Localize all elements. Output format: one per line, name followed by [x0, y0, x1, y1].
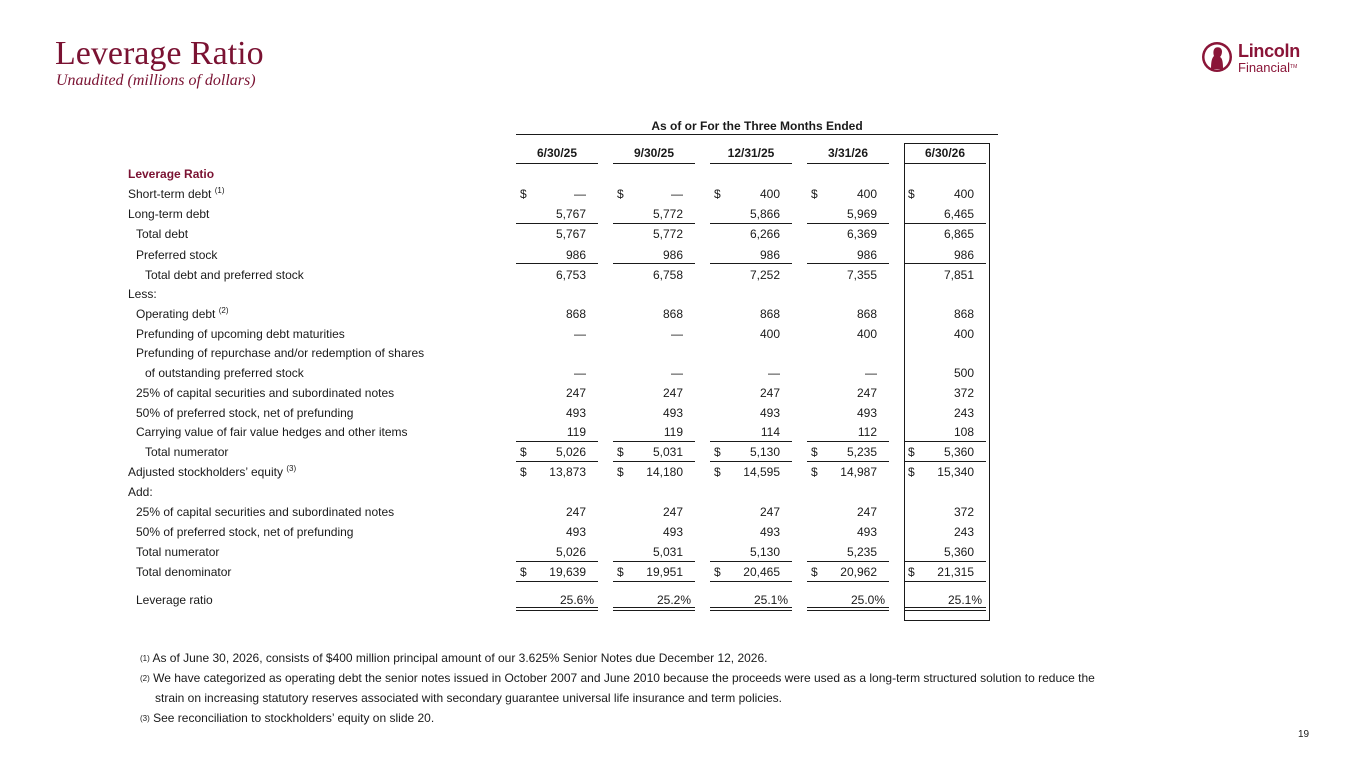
row-label-text: Add:	[128, 485, 153, 499]
dollar-sign: $	[908, 187, 915, 201]
table-cell: 5,031	[652, 445, 683, 459]
table-cell: 21,315	[937, 565, 974, 579]
column-header-rule	[710, 163, 792, 164]
table-row	[0, 406, 1365, 421]
column-header: 9/30/25	[633, 146, 675, 160]
row-label	[136, 525, 353, 540]
table-cell: —	[574, 327, 586, 341]
table-row	[0, 307, 1365, 322]
table-cell: 493	[856, 525, 877, 539]
table-cell: 114	[760, 425, 780, 439]
footnote-text: We have categorized as operating debt the senior notes issued in October 2007 and June 2010 because the proceeds were used as a long-term structured solution to reduce the	[153, 671, 1095, 685]
row-label-text: Adjusted stockholders’ equity	[128, 465, 283, 479]
table-cell: 372	[953, 505, 974, 519]
dollar-sign: $	[617, 565, 624, 579]
row-label-text: 50% of preferred stock, net of prefunding	[136, 525, 354, 539]
double-rule	[516, 607, 598, 611]
table-cell: 19,639	[549, 565, 586, 579]
footnote-text: As of June 30, 2026, consists of $400 million principal amount of our 3.625% Senior Notes due December 12, 2026.	[152, 651, 768, 665]
table-cell: 247	[565, 386, 586, 400]
table-row	[0, 425, 1365, 440]
page-title: Leverage Ratio	[55, 35, 264, 72]
table-cell: 25.1%	[753, 593, 788, 607]
table-cell: 25.0%	[850, 593, 885, 607]
logo-wordmark-financial: Financial	[1238, 60, 1291, 75]
table-cell: —	[768, 366, 780, 380]
row-label-text: 25% of capital securities and subordinated notes	[136, 386, 395, 400]
cell-rule	[904, 441, 986, 442]
dollar-sign: $	[908, 565, 915, 579]
row-label	[136, 227, 188, 242]
row-label	[136, 593, 213, 608]
table-row	[0, 187, 1365, 202]
table-group-header: As of or For the Three Months Ended	[651, 119, 863, 133]
cell-rule	[613, 263, 695, 264]
cell-rule	[904, 461, 986, 462]
table-cell: 7,355	[846, 268, 877, 282]
cell-rule	[710, 561, 792, 562]
cell-rule	[710, 223, 792, 224]
footnote-text: See reconciliation to stockholders’ equity on slide 20.	[153, 711, 435, 725]
column-header-rule	[613, 163, 695, 164]
cell-rule	[807, 263, 889, 264]
footnote-ref: (1)	[214, 186, 225, 195]
row-label	[136, 327, 345, 342]
dollar-sign: $	[811, 445, 818, 459]
table-cell: 6,369	[846, 227, 877, 241]
table-cell: —	[671, 187, 683, 201]
table-cell: 119	[566, 425, 586, 439]
row-label	[136, 386, 394, 401]
row-label-text: Prefunding of repurchase and/or redemption of shares	[136, 346, 425, 360]
cell-rule	[710, 581, 792, 582]
dollar-sign: $	[617, 465, 624, 479]
row-label	[128, 187, 225, 202]
group-header-rule	[516, 134, 998, 135]
cell-rule	[904, 263, 986, 264]
row-label-text: Carrying value of fair value hedges and other items	[136, 425, 408, 439]
table-cell: 493	[565, 406, 586, 420]
table-cell: 5,026	[555, 545, 586, 559]
dollar-sign: $	[908, 445, 915, 459]
double-rule	[710, 607, 792, 611]
table-cell: 493	[759, 525, 780, 539]
dollar-sign: $	[617, 187, 624, 201]
cell-rule	[613, 461, 695, 462]
table-cell: 5,235	[846, 445, 877, 459]
cell-rule	[904, 223, 986, 224]
cell-rule	[613, 561, 695, 562]
row-label	[145, 366, 304, 381]
row-label	[136, 248, 217, 263]
cell-rule	[516, 441, 598, 442]
table-cell: 13,873	[549, 465, 586, 479]
cell-rule	[613, 581, 695, 582]
row-label-text: Total debt and preferred stock	[145, 268, 304, 282]
cell-rule	[516, 223, 598, 224]
table-cell: 400	[856, 327, 877, 341]
table-cell: 247	[856, 386, 877, 400]
table-cell: 112	[857, 425, 877, 439]
row-label-text: Prefunding of upcoming debt maturities	[136, 327, 345, 341]
table-row	[0, 207, 1365, 222]
table-cell: 868	[953, 307, 974, 321]
table-cell: 6,266	[749, 227, 780, 241]
cell-rule	[807, 581, 889, 582]
column-header: 6/30/26	[924, 146, 966, 160]
column-header: 3/31/26	[827, 146, 869, 160]
table-cell: 247	[759, 386, 780, 400]
table-cell: —	[574, 366, 586, 380]
cell-rule	[807, 561, 889, 562]
footnote-line	[140, 711, 434, 726]
table-cell: 400	[759, 187, 780, 201]
table-cell: 247	[856, 505, 877, 519]
column-header-rule	[904, 163, 986, 164]
row-label-text: 50% of preferred stock, net of prefunding	[136, 406, 354, 420]
row-label	[136, 565, 231, 580]
cell-rule	[516, 263, 598, 264]
row-label-text: 25% of capital securities and subordinated notes	[136, 505, 395, 519]
table-row	[0, 327, 1365, 342]
table-cell: 868	[759, 307, 780, 321]
footnote-ref: (2)	[218, 306, 229, 315]
table-cell: 493	[662, 525, 683, 539]
table-row	[0, 268, 1365, 283]
dollar-sign: $	[811, 187, 818, 201]
footnote-line	[140, 651, 768, 666]
table-cell: 400	[953, 187, 974, 201]
footnote-line	[140, 671, 1095, 686]
dollar-sign: $	[908, 465, 915, 479]
dollar-sign: $	[811, 465, 818, 479]
table-cell: 25.6%	[559, 593, 594, 607]
row-label-text: Long-term debt	[128, 207, 210, 221]
table-cell: 5,130	[749, 545, 780, 559]
dollar-sign: $	[714, 465, 721, 479]
footnote-number: (1)	[140, 654, 150, 663]
table-cell: 493	[565, 525, 586, 539]
table-cell: 5,130	[749, 445, 780, 459]
table-cell: 19,951	[646, 565, 683, 579]
cell-rule	[710, 263, 792, 264]
table-row	[0, 593, 1365, 608]
table-cell: —	[574, 187, 586, 201]
column-header-rule	[516, 163, 598, 164]
row-label-text: Total numerator	[145, 445, 229, 459]
double-rule	[904, 607, 986, 611]
table-cell: 986	[662, 248, 683, 262]
dollar-sign: $	[520, 445, 527, 459]
table-cell: 5,969	[846, 207, 877, 221]
table-cell: 243	[953, 406, 974, 420]
table-row	[0, 465, 1365, 480]
row-label	[145, 268, 304, 283]
table-cell: 400	[953, 327, 974, 341]
table-row	[0, 386, 1365, 401]
row-label	[136, 346, 424, 361]
column-header: 6/30/25	[536, 146, 578, 160]
cell-rule	[904, 581, 986, 582]
table-cell: 14,180	[646, 465, 683, 479]
table-cell: 6,865	[943, 227, 974, 241]
table-cell: 5,767	[555, 227, 586, 241]
table-cell: 5,360	[943, 445, 974, 459]
table-cell: —	[671, 366, 683, 380]
table-cell: —	[865, 366, 877, 380]
footnote-line	[155, 691, 782, 706]
table-cell: 400	[759, 327, 780, 341]
table-cell: 868	[565, 307, 586, 321]
row-label-text: Short-term debt	[128, 187, 212, 201]
table-cell: 25.2%	[656, 593, 691, 607]
dollar-sign: $	[520, 565, 527, 579]
table-cell: 5,031	[652, 545, 683, 559]
footnote-number: (3)	[140, 714, 150, 723]
page-subtitle: Unaudited (millions of dollars)	[56, 72, 256, 89]
table-cell: 5,767	[555, 207, 586, 221]
table-cell: 868	[856, 307, 877, 321]
table-cell: 6,465	[943, 207, 974, 221]
table-cell: 247	[662, 505, 683, 519]
row-label-text: Leverage ratio	[136, 593, 213, 607]
footnote-text: strain on increasing statutory reserves associated with secondary guarantee universal life insurance and term policies.	[155, 691, 782, 705]
table-cell: 119	[663, 425, 683, 439]
table-cell: 6,753	[555, 268, 586, 282]
row-label-text: Preferred stock	[136, 248, 218, 262]
table-cell: 5,235	[846, 545, 877, 559]
table-row	[0, 525, 1365, 540]
table-row	[0, 485, 1365, 500]
table-cell: 372	[953, 386, 974, 400]
table-row	[0, 346, 1365, 361]
logo-wordmark-line1: Lincoln	[1238, 41, 1300, 61]
table-cell: 986	[856, 248, 877, 262]
table-cell: 20,962	[840, 565, 877, 579]
dollar-sign: $	[714, 187, 721, 201]
double-rule	[613, 607, 695, 611]
cell-rule	[516, 561, 598, 562]
cell-rule	[613, 441, 695, 442]
table-row	[0, 445, 1365, 460]
table-cell: 247	[662, 386, 683, 400]
table-cell: 25.1%	[947, 593, 982, 607]
dollar-sign: $	[811, 565, 818, 579]
table-cell: 108	[953, 425, 974, 439]
cell-rule	[904, 561, 986, 562]
dollar-sign: $	[617, 445, 624, 459]
table-cell: 15,340	[937, 465, 974, 479]
table-row	[0, 248, 1365, 263]
cell-rule	[807, 441, 889, 442]
column-header-rule	[807, 163, 889, 164]
table-row	[0, 366, 1365, 381]
row-label-text: Total numerator	[136, 545, 220, 559]
table-cell: 500	[953, 366, 974, 380]
table-cell: 400	[856, 187, 877, 201]
dollar-sign: $	[520, 465, 527, 479]
logo-trademark: TM	[1290, 64, 1298, 70]
double-rule	[807, 607, 889, 611]
footnote-ref: (3)	[286, 464, 297, 473]
row-label-text: Operating debt	[136, 307, 216, 321]
table-cell: 5,772	[652, 207, 683, 221]
cell-rule	[807, 461, 889, 462]
table-cell: 5,866	[749, 207, 780, 221]
section-title-row	[0, 167, 1365, 182]
row-label	[136, 406, 353, 421]
row-label-text: Total debt	[136, 227, 189, 241]
page-number: 19	[1298, 729, 1310, 740]
cell-rule	[710, 441, 792, 442]
table-cell: 493	[759, 406, 780, 420]
table-cell: 986	[953, 248, 974, 262]
table-cell: 6,758	[652, 268, 683, 282]
table-cell: 493	[662, 406, 683, 420]
row-label-text: of outstanding preferred stock	[145, 366, 304, 380]
dollar-sign: $	[520, 187, 527, 201]
row-label	[136, 425, 407, 440]
table-cell: 868	[662, 307, 683, 321]
row-label	[136, 307, 229, 322]
table-cell: 5,026	[555, 445, 586, 459]
row-label	[128, 207, 209, 222]
cell-rule	[516, 581, 598, 582]
dollar-sign: $	[714, 565, 721, 579]
footnote-number: (2)	[140, 674, 150, 683]
table-cell: 14,595	[743, 465, 780, 479]
row-label	[136, 545, 219, 560]
table-cell: 14,987	[840, 465, 877, 479]
row-label	[128, 287, 157, 302]
table-cell: —	[671, 327, 683, 341]
table-cell: 247	[565, 505, 586, 519]
cell-rule	[613, 223, 695, 224]
table-cell: 493	[856, 406, 877, 420]
row-label	[128, 485, 153, 500]
row-label	[136, 505, 394, 520]
table-cell: 5,772	[652, 227, 683, 241]
table-cell: 7,851	[943, 268, 974, 282]
cell-rule	[516, 461, 598, 462]
table-row	[0, 505, 1365, 520]
table-cell: 986	[565, 248, 586, 262]
table-row	[0, 227, 1365, 242]
section-title: Leverage Ratio	[128, 167, 215, 181]
table-cell: 986	[759, 248, 780, 262]
table-cell: 7,252	[749, 268, 780, 282]
table-row	[0, 565, 1365, 580]
cell-rule	[710, 461, 792, 462]
row-label	[145, 445, 228, 460]
table-row	[0, 545, 1365, 560]
table-cell: 5,360	[943, 545, 974, 559]
table-cell: 247	[759, 505, 780, 519]
row-label	[128, 465, 296, 480]
table-cell: 20,465	[743, 565, 780, 579]
column-header: 12/31/25	[727, 146, 775, 160]
row-label-text: Total denominator	[136, 565, 232, 579]
row-label-text: Less:	[128, 287, 157, 301]
dollar-sign: $	[714, 445, 721, 459]
table-row	[0, 287, 1365, 302]
cell-rule	[807, 223, 889, 224]
table-cell: 243	[953, 525, 974, 539]
